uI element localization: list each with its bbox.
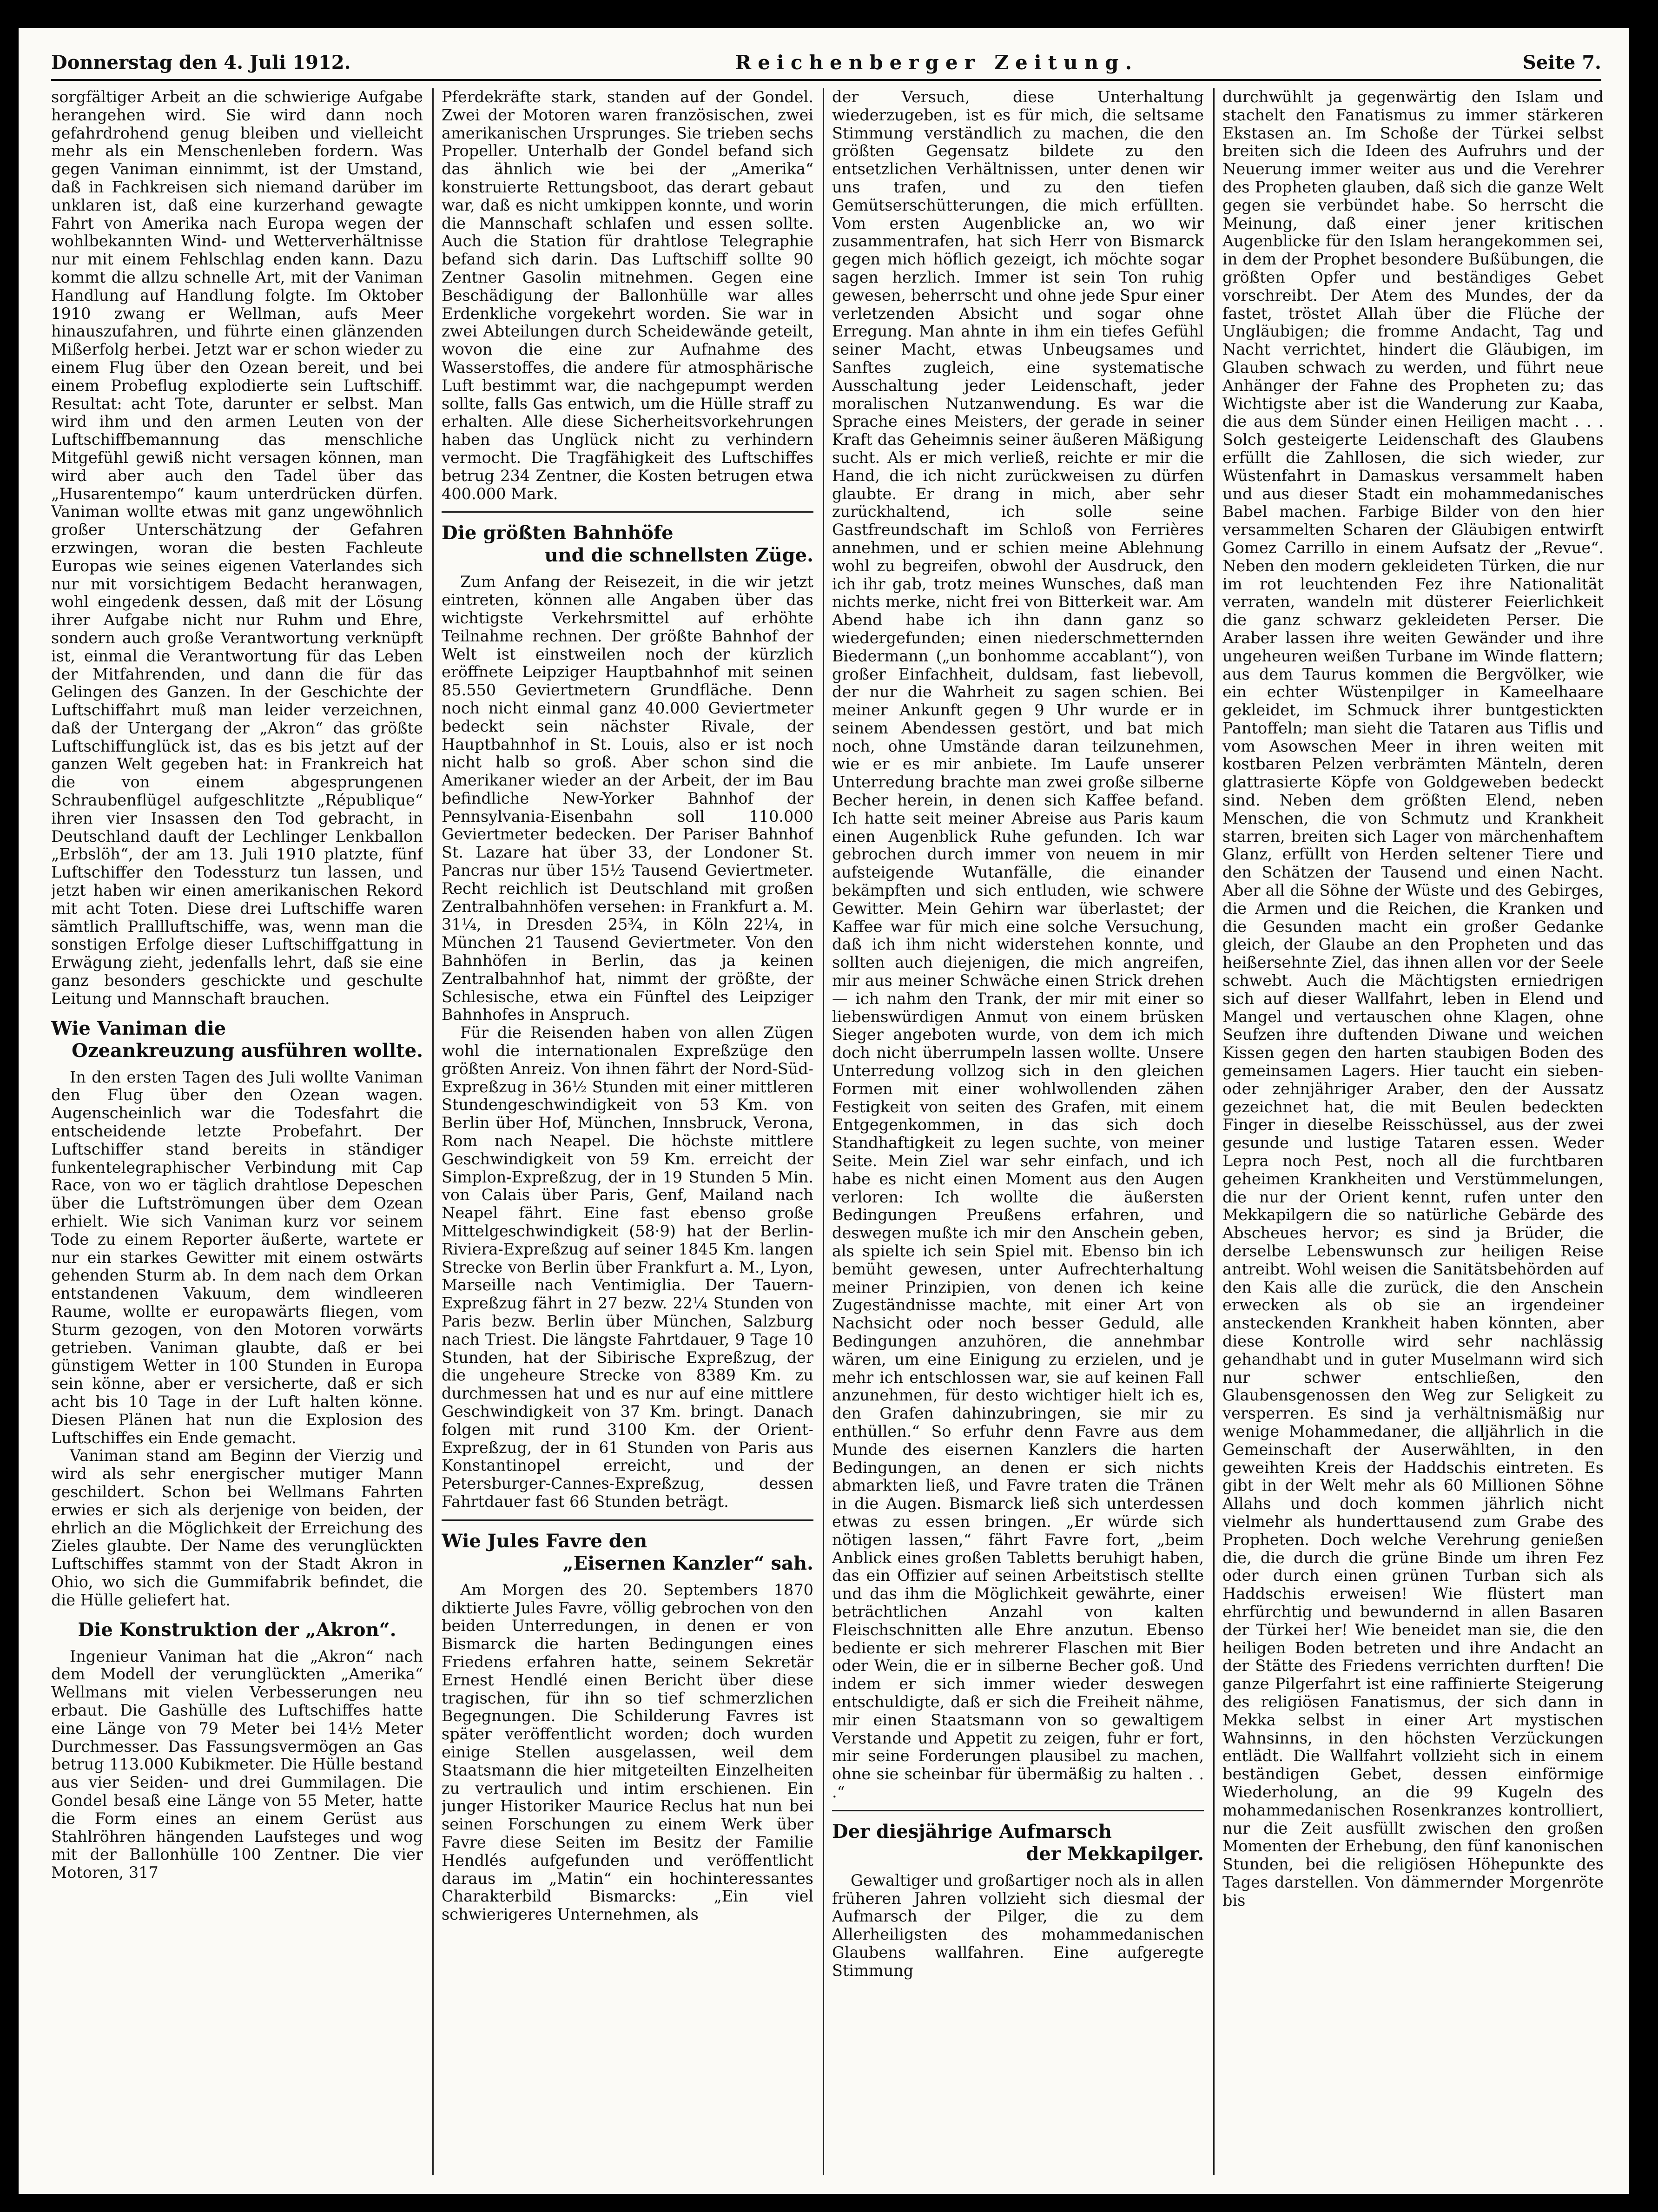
heading-line: Wie Vaniman die [51,1017,226,1039]
article-text: Ingenieur Vaniman hat die „Akron“ nach dem Modell der verunglückten „Amerika“ Wellmans mit vielen Verbesserungen neu erbaut. Die Gashülle des Luftschiffes hatte eine Länge von 79 Meter bei 14½ Meter Durchmesser. Das Fassungsvermögen an Gas betrug 113.000 Kubikmeter. Die Hülle bestand aus vier Seiden- und drei Gummilagen. Die Gondel besaß eine Länge von 55 Meter, hatte die Form eines an einem Gerüst aus Stahlröhren hängenden Laufsteges und wog mit der Ballonhülle 100 Zentner. Die vier Motoren, 317 [51,1647,423,1882]
page-header [51,46,1601,81]
section-heading [442,1530,813,1575]
article-text: Für die Reisenden haben von allen Zügen wohl die internationalen Expreßzüge den größten Anreiz. Von ihnen fährt der Nord-Süd-Expreßzug in 36½ Stunden mit einer mittleren Stundengeschwindigkeit von 53 Km. von Berlin über Hof, München, Innsbruck, Verona, Rom nach Neapel. Die höchste mittlere Geschwindigkeit von 59 Km. erreicht der Simplon-Expreßzug, der in 19 Stunden 5 Min. von Calais über Paris, Genf, Mailand nach Neapel fährt. Eine fast ebenso große Mittelgeschwindigkeit (58·9) hat der Berlin-Riviera-Expreßzug auf seiner 1845 Km. langen Strecke von Berlin über Frankfurt a. M., Lyon, Marseille nach Ventimiglia. Der Tauern-Expreßzug fährt in 27 bezw. 22¼ Stunden von Paris bezw. Berlin über München, Salzburg nach Triest. Die längste Fahrtdauer, 9 Tage 10 Stunden, hat der Sibirische Expreßzug, der die ungeheure Strecke von 8389 Km. zu durchmessen hat und es nur auf eine mittlere Geschwindigkeit von 37 Km. bringt. Danach folgen mit rund 3100 Km. der Orient-Expreßzug, der in 61 Stunden von Paris aus Konstantinopel erreicht, und der Petersburger-Cannes-Expreßzug, dessen Fahrtdauer fast 66 Stunden beträgt. [442,1023,813,1511]
article-divider [442,511,813,513]
column-4 [1222,88,1604,2175]
heading-line: der Mekkapilger. [1026,1842,1204,1865]
heading-line: Die größten Bahnhöfe [442,522,674,544]
column-rule [432,88,434,2175]
page-number: Seite 7. [1522,51,1601,73]
newspaper-title: Reichenberger Zeitung. [735,51,1139,74]
section-heading: Die Konstruktion der „Akron“. [78,1618,396,1641]
heading-line: Der diesjährige Aufmarsch [832,1820,1112,1842]
section-heading [51,1017,423,1062]
section-heading [442,522,813,567]
heading-line: „Eisernen Kanzler“ sah. [562,1552,813,1574]
article-divider [442,1519,813,1521]
newspaper-page [19,28,1629,2194]
article-text: Am Morgen des 20. Septembers 1870 diktierte Jules Favre, völlig gebrochen von den beiden Unterredungen, in denen er von Bismarck die harten Bedingungen eines Friedens erfahren hatte, seinem Sekretär Ernest Hendlé einen Bericht über diese tragischen, für ihn so tief schmerzlichen Begegnungen. Die Schilderung Favres ist später veröffentlicht worden; doch wurden einige Stellen ausgelassen, weil dem Staatsmann die hier mitgeteilten Einzelheiten zu vertraulich und intim erschienen. Ein junger Historiker Maurice Reclus hat nun bei seinen Forschungen zu einem Werk über Favre diese Seiten im Besitz der Familie Hendlés aufgefunden und veröffentlicht daraus im „Matin“ ein hochinteressantes Charakterbild Bismarcks: „Ein viel schwierigeres Unternehmen, als [442,1580,813,1924]
heading-line: Wie Jules Favre den [442,1530,647,1552]
heading-line: Ozeankreuzung ausführen wollte. [72,1039,423,1062]
article-text: Zum Anfang der Reisezeit, in die wir jetzt eintreten, können alle Angaben über das wichtigste Verkehrsmittel auf erhöhte Teilnahme rechnen. Der größte Bahnhof der Welt ist einstweilen noch der kürzlich eröffnete Leipziger Hauptbahnhof mit seinen 85.550 Geviertmetern Grundfläche. Denn noch nicht einmal ganz 40.000 Geviertmeter bedeckt sein nächster Rivale, der Hauptbahnhof in St. Louis, also er ist noch nicht halb so groß. Aber schon sind die Amerikaner wieder an der Arbeit, der im Bau befindliche New-Yorker Bahnhof der Pennsylvania-Eisenbahn soll 110.000 Geviertmeter bedecken. Der Pariser Bahnhof St. Lazare hat über 33, der Londoner St. Pancras nur über 15½ Tausend Geviertmeter. Recht reichlich ist Deutschland mit großen Zentralbahnhöfen versehen: in Frankfurt a. M. 31¼, in Dresden 25¾, in Köln 22¼, in München 21 Tausend Geviertmeter. Von den Bahnhöfen in Berlin, das ja keinen Zentralbahnhof hat, nimmt der größte, der Schlesische, etwa ein Fünftel des Leipziger Bahnhofes in Anspruch. [442,573,813,1024]
article-text: der Versuch, diese Unterhaltung wiederzugeben, ist es für mich, die seltsame Stimmung verständlich zu machen, die den größten Gegensatz bildete zu den entsetzlichen Verhältnissen, unter denen wir uns trafen, und zu den tiefen Gemütserschütterungen, die mich erfüllten. Vom ersten Augenblicke an, wo wir zusammentrafen, hat sich Herr von Bismarck gegen mich höflich gezeigt, ich möchte sogar sagen herzlich. Immer ist sein Ton ruhig gewesen, beherrscht und ohne jede Spur einer verletzenden Absicht und sogar ohne Erregung. Man ahnte in ihm ein tiefes Gefühl seiner Macht, etwas Unbeugsames und Sanftes zugleich, eine systematische Ausschaltung jeder Leidenschaft, jeder moralischen Nutzanwendung. Es war die Sprache eines Meisters, der gerade in seiner Kraft das Geheimnis seiner äußeren Mäßigung sucht. Als er mich verließ, reichte er mir die Hand, die ich nicht zurückweisen zu dürfen glaubte. Er drang in mich, aber sehr zurückhaltend, ich solle seine Gastfreundschaft im Schloß von Ferrières annehmen, und er schien meine Ablehnung wohl zu begreifen, obwohl der Ausdruck, den ich ihr gab, trotz meines Wunsches, daß man nichts merke, nicht frei von Bitterkeit war. Am Abend habe ich ihn dann ganz so wiedergefunden; einen niederschmetternden Biedermann („un bonhomme accablant“), von großer Einfachheit, duldsam, fast liebevoll, der nur die Wahrheit zu sagen schien. Bei meiner Ankunft gegen 9 Uhr wurde er in seinem Abendessen gestört, und bat mich noch, ohne Umstände daran teilzunehmen, wie er es mir anbiete. Im Laufe unserer Unterredung brachte man zwei große silberne Becher herein, in denen sich Kaffee befand. Ich hatte seit meiner Abreise aus Paris kaum einen Augenblick Ruhe gefunden. Ich war gebrochen durch immer von neuem in mir aufsteigende Wutanfälle, die einander bekämpften und sich entluden, wie schwere Gewitter. Mein Gehirn war überlastet; der Kaffee war für mich eine solche Versuchung, daß ich ihm nicht widerstehen konnte, und sollten auch diejenigen, die mich angreifen, mir aus meiner Schwäche einen Strick drehen — ich nahm den Trank, der mir mit einer so liebenswürdigen Anmut von einem brüsken Sieger angeboten wurde, von dem ich mich doch nicht überrumpeln lassen wollte. Unsere Unterredung vollzog sich in den gleichen Formen mit einer wohlwollenden zähen Festigkeit von seiten des Grafen, mit einem Entgegenkommen, in das sich doch Standhaftigkeit zu legen suchte, von meiner Seite. Mein Ziel war sehr einfach, und ich habe es nicht einen Moment aus den Augen verloren: Ich wollte die äußersten Bedingungen Preußens erfahren, und deswegen mußte ich mir den Anschein geben, als spielte ich sein Spiel mit. Ebenso bin ich bemüht gewesen, unter Aufrechterhaltung meiner Prinzipien, von denen ich keine Zugeständnisse machte, mit einer Art von Nachsicht oder noch besser Geduld, alle Bedingungen anzuhören, die annehmbar wären, um eine Einigung zu erzielen, und je mehr ich entschlossen war, sie auf keinen Fall anzunehmen, für desto wichtiger hielt ich es, den Grafen dahinzubringen, sie mir zu enthüllen.“ So erfuhr denn Favre aus dem Munde des eisernen Kanzlers die harten Bedingungen, an denen er sich nichts abmarkten ließ, und Favre traten die Tränen in die Augen. Bismarck ließ sich unterdessen etwas zu essen bringen. „Er würde sich nötigen lassen,“ fährt Favre fort, „beim Anblick eines großen Tabletts beruhigt haben, das ein Offizier auf seinen Arbeitstisch stellte und das ihm die Möglichkeit gewährte, einer beträchtlichen Anzahl von kalten Fleischschnitten alle Ehre anzutun. Ebenso bediente er sich mehrerer Flaschen mit Bier oder Wein, die er in silberne Becher goß. Und indem er sich immer wieder deswegen entschuldigte, daß er sich die Freiheit nähme, mir einen Staatsmann von so gewaltigem Verstande und Appetit zu zeigen, fuhr er fort, mir seine Forderungen plausibel zu machen, ohne sie scheinbar für übermäßig zu halten . . .“ [832,88,1204,1801]
column-2 [442,88,813,2175]
section-heading [832,1821,1204,1865]
issue-date: Donnerstag den 4. Juli 1912. [51,51,351,73]
article-text: Pferdekräfte stark, standen auf der Gondel. Zwei der Motoren waren französischen, zwei amerikanischen Ursprunges. Sie trieben sechs Propeller. Unterhalb der Gondel befand sich das ähnlich wie bei der „Amerika“ konstruierte Rettungsboot, das derart gebaut war, daß es nicht umkippen konnte, und worin die Mannschaft schlafen und essen sollte. Auch die Station für drahtlose Telegraphie befand sich darin. Das Luftschiff sollte 90 Zentner Gasolin mitnehmen. Gegen eine Beschädigung der Ballonhülle war alles Erdenkliche vorgekehrt worden. Sie war in zwei Abteilungen durch Scheidewände geteilt, wovon die eine zur Aufnahme des Wasserstoffes, die andere für atmosphärische Luft bestimmt war, die nachgepumpt werden sollte, falls Gas entwich, um die Hülle straff zu erhalten. Alle diese Sicherheitsvorkehrungen haben das Unglück nicht zu verhindern vermocht. Die Tragfähigkeit des Luftschiffes betrug 234 Zentner, die Kosten betrugen etwa 400.000 Mark. [442,88,813,503]
column-rule [1213,88,1215,2175]
article-text: In den ersten Tagen des Juli wollte Vaniman den Flug über den Ozean wagen. Augenscheinlich war die Todesfahrt die entscheidende letzte Probefahrt. Der Luftschiffer stand bereits in ständiger funkentelegraphischer Verbindung mit Cap Race, von wo er täglich drahtlose Depeschen über die Luftströmungen über dem Ozean erhielt. Wie sich Vaniman kurz vor seinem Tode zu einem Reporter äußerte, wartete er nur ein starkes Gewitter mit einem ostwärts gehenden Sturm ab. In dem nach dem Orkan entstandenen Vakuum, dem windleeren Raume, wollte er europawärts fliegen, vom Sturm gezogen, von den Motoren vorwärts getrieben. Vaniman glaubte, daß er bei günstigem Wetter in 100 Stunden in Europa sein könne, aber er versicherte, daß er sich acht bis 10 Tage in der Luft halten könne. Diesen Plänen hat nun die Explosion des Luftschiffes ein Ende gemacht. [51,1068,423,1447]
heading-line: und die schnellsten Züge. [544,544,813,567]
column-rule [823,88,824,2175]
column-3 [832,88,1204,2175]
column-1 [51,88,423,2175]
article-divider [832,1810,1204,1811]
article-text: Vaniman stand am Beginn der Vierzig und wird als sehr energischer mutiger Mann geschildert. Schon bei Wellmans Fahrten erwies er sich als derjenige von beiden, der ehrlich an die Möglichkeit der Erreichung des Zieles glaubte. Der Name des verunglückten Luftschiffes stammt von der Stadt Akron in Ohio, wo sich die Gummifabrik befindet, die die Hülle geliefert hat. [51,1446,423,1609]
article-text: sorgfältiger Arbeit an die schwierige Aufgabe herangehen wird. Sie wird dann noch gefahrdrohend genug bleiben und vielleicht mehr als ein Menschenleben fordern. Was gegen Vaniman einnimmt, ist der Umstand, daß in Fachkreisen sich niemand darüber im unklaren ist, daß eine kurzerhand gewagte Fahrt von Amerika nach Europa wegen der wohlbekannten Wind- und Wetterverhältnisse nur mit einem Fehlschlag enden kann. Dazu kommt die allzu schnelle Art, mit der Vaniman Handlung auf Handlung folgte. Im Oktober 1910 zwang er Wellman, aufs Meer hinauszufahren, und führte einen glänzenden Mißerfolg herbei. Jetzt war er schon wieder zu einem Flug über den Ozean bereit, und bei einem Probeflug explodierte sein Luftschiff. Resultat: acht Tote, darunter er selbst. Man wird ihm und den armen Leuten von der Luftschiffbemannung das menschliche Mitgefühl gewiß nicht versagen können, man wird aber auch den Tadel über das „Husarentempo“ kaum unterdrücken dürfen. Vaniman wollte etwas mit ganz ungewöhnlich großer Unterschätzung der Gefahren erzwingen, woran die besten Fachleute Europas wie seines eigenen Vaterlandes sich nur mit vorsichtigem Bedacht heranwagen, wohl eingedenk dessen, daß mit der Lösung ihrer Aufgabe nicht nur Ruhm und Ehre, sondern auch große Verantwortung verknüpft ist, einmal die Verantwortung für das Leben der Mitfahrenden, und dann die für das Gelingen des Ganzen. In der Geschichte der Luftschiffahrt muß man leider verzeichnen, daß der Untergang der „Akron“ das größte Luftschiffunglück ist, das es bis jetzt auf der ganzen Welt gegeben hat: in Frankreich hat die von einem abgesprungenen Schraubenflügel aufgeschlitzte „République“ ihren vier Insassen den Tod gebracht, in Deutschland dauft der Lechlinger Lenkballon „Erbslöh“, der am 13. Juli 1910 platzte, fünf Luftschiffer den Todessturz tun lassen, und jetzt haben wir einen amerikanischen Rekord mit acht Toten. Diese drei Luftschiffe waren sämtlich Prallluftschiffe, was, wenn man die sonstigen Erfolge dieser Luftschiffgattung in Erwägung zieht, jedenfalls lehrt, daß sie eine ganz besonders geschickte und geschulte Leitung und Mannschaft brauchen. [51,88,423,1008]
article-text: Gewaltiger und großartiger noch als in allen früheren Jahren vollzieht sich diesmal der Aufmarsch der Pilger, die zu dem Allerheiligsten des mohammedanischen Glaubens wallfahren. Eine aufgeregte Stimmung [832,1871,1204,1980]
article-text: durchwühlt ja gegenwärtig den Islam und stachelt den Fanatismus zu immer stärkeren Ekstasen an. Im Schoße der Türkei selbst breiten sich die Ideen des Aufruhrs und der Neuerung immer weiter aus und die Verehrer des Propheten glauben, daß sich die ganze Welt gegen sie verbündet habe. So herrscht die Meinung, daß einer jener kritischen Augenblicke für den Islam herangekommen sei, in dem der Prophet besondere Bußübungen, die größten Opfer und beständiges Gebet vorschreibt. Der Atem des Mundes, der da fastet, tröstet Allah über die Flüche der Ungläubigen; die fromme Andacht, Tag und Nacht verrichtet, hindert die Gläubigen, im Glauben schwach zu werden, und führt neue Anhänger der Fahne des Propheten zu; das Wichtigste aber ist die Wanderung zur Kaaba, die aus dem Sünder einen Heiligen macht . . . Solch gesteigerte Leidenschaft des Glaubens erfüllt die Zahllosen, die sich wieder, zur Wüstenfahrt in Damaskus versammelt haben und aus dieser Stadt ein mohammedanisches Babel machen. Farbige Bilder von den hier versammelten Scharen der Gläubigen entwirft Gomez Carrillo in einem Aufsatz der „Revue“. Neben den modern gekleideten Türken, die nur im rot leuchtenden Fez ihre Nationalität verraten, wandeln mit düsterer Feierlichkeit die ganz schwarz gekleideten Perser. Die Araber lassen ihre weiten Gewänder und ihre ungeheuren weißen Turbane im Winde flattern; aus dem Taurus kommen die Bergvölker, wie ein echter Wüstenpilger in Kameelhaare gekleidet, im Schmuck ihrer buntgestickten Pantoffeln; man sieht die Tataren aus Tiflis und vom Asowschen Meer in ihren weiten mit kostbaren Pelzen verbrämten Mänteln, deren glattrasierte Köpfe von Goldgeweben bedeckt sind. Neben dem größten Elend, neben Menschen, die von Schmutz und Krankheit starren, breiten sich Lager von märchenhaftem Glanz, erfüllt von Herden seltener Tiere und den Schätzen der Tausend und einen Nacht. Aber all die Söhne der Wüste und des Gebirges, die Armen und die Reichen, die Kranken und die Gesunden macht ein großer Gedanke gleich, der Glaube an den Propheten und das heißersehnte Ziel, das ihnen allen vor der Seele schwebt. Auch die Mächtigsten erniedrigen sich auf dieser Wallfahrt, leben in Elend und Mangel und vertauschen ohne Klagen, ohne Seufzen ihre duftenden Diwane und weichen Kissen gegen den harten staubigen Boden des gemeinsamen Lagers. Hier taucht ein sieben- oder zehnjähriger Araber, den der Aussatz gezeichnet hat, die mit Beulen bedeckten Finger in dieselbe Reisschüssel, aus der zwei gesunde und lustige Tataren essen. Weder Lepra noch Pest, noch all die furchtbaren geheimen Krankheiten und Verstümmelungen, die nur der Orient kennt, rufen unter den Mekkapilgern die so natürliche Gebärde des Abscheues hervor; es sind ja Brüder, die derselbe Lebenswunsch zur heiligen Reise antreibt. Wohl weisen die Sanitätsbehörden auf den Kais alle die zurück, die den Anschein erwecken als ob sie an irgendeiner ansteckenden Krankheit haben könnten, aber diese Kontrolle wird sehr nachlässig gehandhabt und in guter Muselmann wird sich nur schwer entschließen, den Glaubensgenossen den Weg zur Seligkeit zu versperren. Es sind ja verhältnismäßig nur wenige Mohammedaner, die alljährlich in die Gemeinschaft der Auserwählten, in den geweihten Kreis der Haddschis eintreten. Es gibt in der Welt mehr als 60 Millionen Söhne Allahs und doch kommen jährlich nicht vielmehr als hunderttausend zum Grabe des Propheten. Doch welche Verehrung genießen die, die durch die grüne Binde um ihren Fez oder durch einen grünen Turban sich als Haddschis erweisen! Wie flüstert man ehrfürchtig und bewundernd in allen Basaren der Türkei her! Wie beneidet man sie, die den heiligen Boden betreten und ihre Andacht an der Stätte des Friedens verrichten durften! Die ganze Pilgerfahrt ist eine raffinierte Steigerung des religiösen Fanatismus, der sich dann in Mekka selbst in einer Art mystischen Wahnsinns, in den höchsten Verzückungen entlädt. Die Wallfahrt vollzieht sich in einem beständigen Gebet, dessen einförmige Wiederholung, an die 99 Kugeln des mohammedanischen Rosenkranzes kontrolliert, nur die Zeit ausfüllt zwischen den großen Momenten der Erhebung, den fünf kanonischen Stunden, bei die religiösen Höhepunkte des Tages darstellen. Von dämmernder Morgenröte bis [1222,88,1604,1909]
